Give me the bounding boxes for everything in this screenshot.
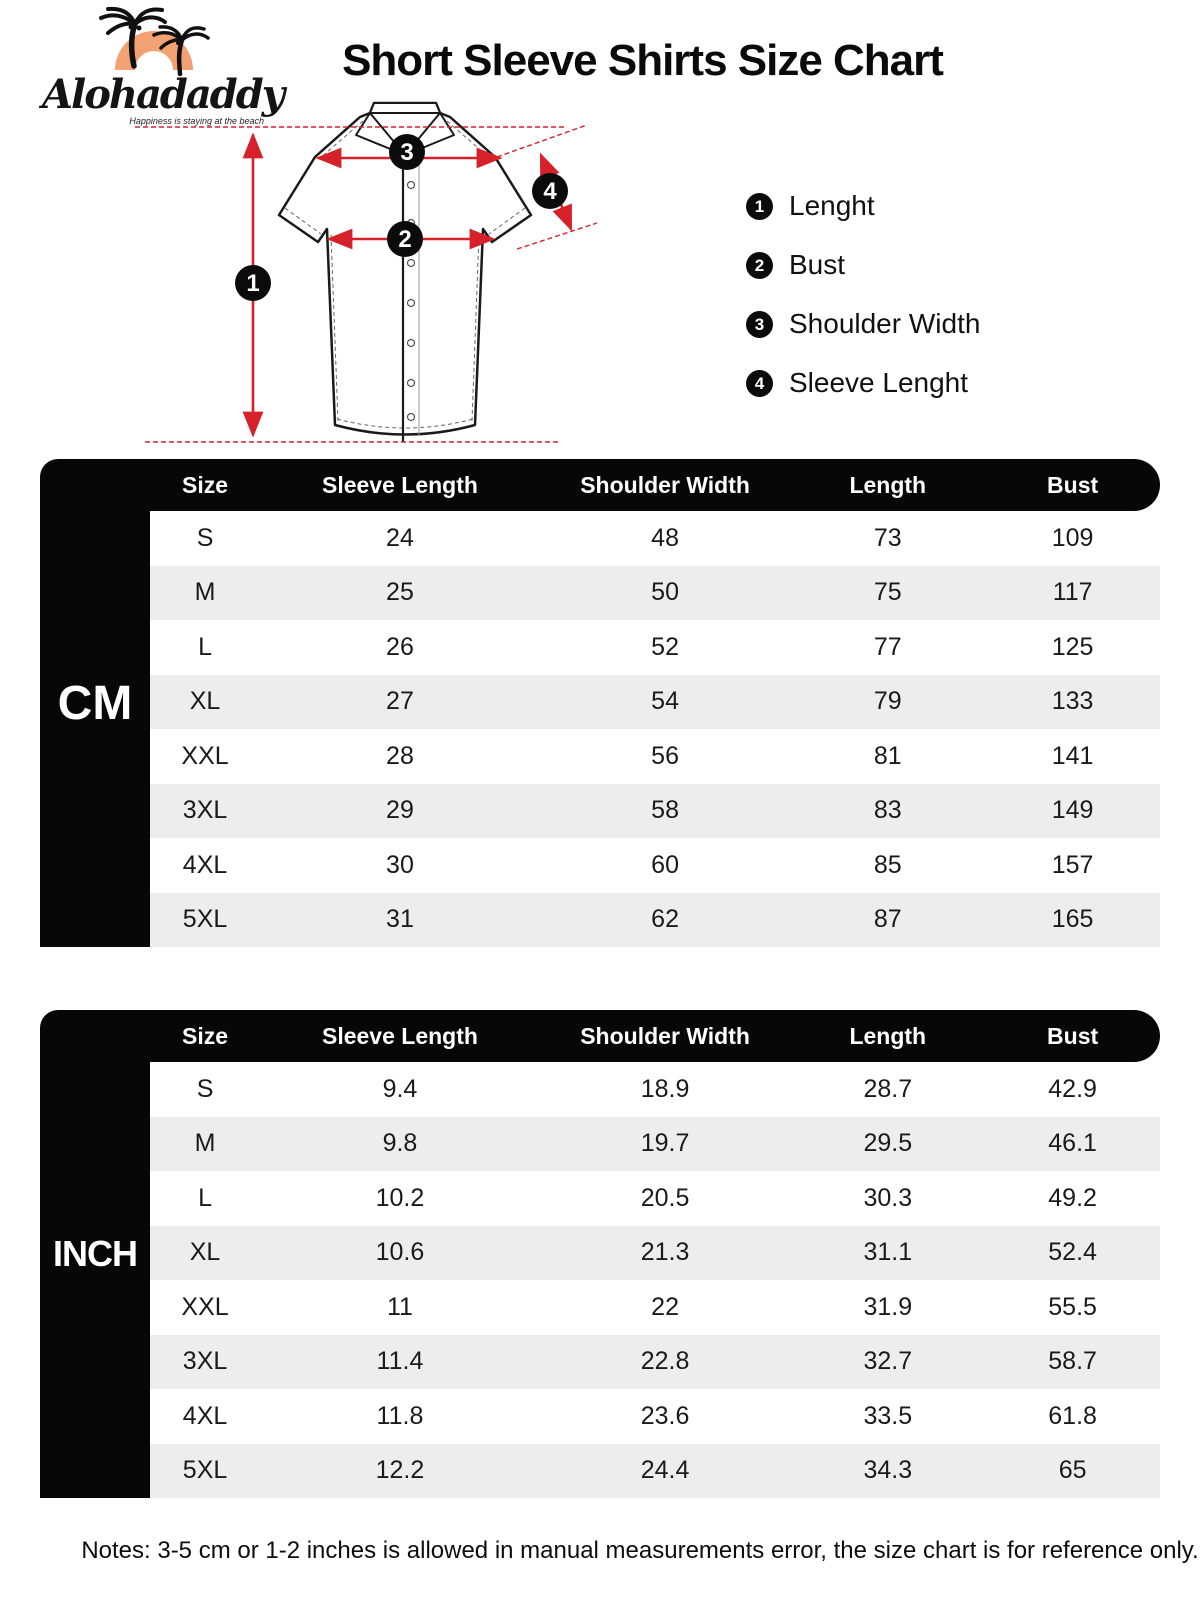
value-cell: 31: [386, 905, 414, 934]
size-cell: 3XL: [182, 1347, 228, 1376]
size-cell: 4XL: [182, 850, 228, 879]
value-cell: 77: [873, 632, 902, 661]
value-cell: 34.3: [863, 1456, 913, 1485]
table-row: [150, 1226, 1160, 1281]
value-cell: 27: [386, 687, 414, 716]
table-row: [150, 675, 1160, 730]
table-header-row: [40, 459, 1160, 511]
badge-2-icon: 2: [746, 252, 773, 279]
table-row: [150, 1062, 1160, 1117]
measurement-legend: [746, 190, 981, 429]
badge-3-icon: 3: [746, 311, 773, 338]
measurement-note: Notes: 3-5 cm or 1-2 inches is allowed in manual measurements error, the size chart is for reference only.: [81, 1537, 1199, 1564]
table-row: [150, 893, 1160, 948]
column-header: Bust: [1047, 471, 1099, 498]
value-cell: 10.6: [375, 1238, 425, 1267]
size-cell: 4XL: [182, 1401, 228, 1430]
svg-text:3: 3: [400, 139, 414, 166]
column-header: Bust: [1047, 1022, 1099, 1049]
value-cell: 52.4: [1048, 1238, 1097, 1267]
size-cell: M: [194, 1129, 216, 1158]
value-cell: 24: [386, 523, 414, 552]
size-cell: 5XL: [182, 1456, 228, 1485]
value-cell: 30.3: [863, 1183, 913, 1212]
column-header: Size: [182, 471, 229, 498]
size-table-inch: [40, 1010, 1160, 1498]
badge-4-icon: 4: [746, 370, 773, 397]
value-cell: 9.4: [382, 1074, 418, 1103]
value-cell: 10.2: [375, 1183, 425, 1212]
column-header: Shoulder Width: [580, 1022, 750, 1049]
size-cell: S: [196, 523, 214, 552]
value-cell: 85: [873, 850, 902, 879]
value-cell: 11.8: [376, 1401, 424, 1430]
value-cell: 49.2: [1048, 1183, 1097, 1212]
column-header: Sleeve Length: [321, 1022, 478, 1049]
legend-item-length: 1 Lenght: [746, 193, 980, 219]
svg-text:2: 2: [398, 226, 412, 253]
value-cell: 22: [651, 1292, 679, 1321]
value-cell: 50: [651, 578, 679, 607]
brand-name: Alohadaddy: [42, 71, 283, 118]
value-cell: 157: [1051, 850, 1094, 879]
size-cell: S: [196, 1074, 214, 1103]
column-header: Length: [849, 1022, 927, 1049]
svg-text:1: 1: [246, 270, 260, 297]
value-cell: 165: [1051, 905, 1094, 934]
value-cell: 31.1: [863, 1238, 913, 1267]
size-cell: XXL: [181, 741, 229, 770]
value-cell: 23.6: [640, 1401, 690, 1430]
value-cell: 9.8: [382, 1129, 418, 1158]
table-row: [150, 1444, 1160, 1499]
size-cell: 3XL: [182, 796, 228, 825]
value-cell: 58: [651, 796, 679, 825]
value-cell: 79: [873, 687, 902, 716]
value-cell: 55.5: [1048, 1292, 1097, 1321]
table-body: [150, 1062, 1160, 1498]
page-title: Short Sleeve Shirts Size Chart: [342, 36, 943, 85]
value-cell: 20.5: [640, 1183, 690, 1212]
value-cell: 133: [1051, 687, 1094, 716]
table-header-row: [40, 1010, 1160, 1062]
table-row: [150, 566, 1160, 621]
size-cell: L: [198, 1183, 212, 1212]
value-cell: 28.7: [863, 1074, 913, 1103]
value-cell: 87: [873, 905, 902, 934]
value-cell: 42.9: [1048, 1074, 1097, 1103]
table-row: [150, 838, 1160, 893]
svg-text:4: 4: [543, 178, 557, 205]
legend-item-bust: 2 Bust: [746, 252, 980, 278]
value-cell: 125: [1051, 632, 1094, 661]
value-cell: 29.5: [863, 1129, 913, 1158]
table-row: [150, 511, 1160, 566]
value-cell: 31.9: [863, 1292, 913, 1321]
unit-label-cm: CM: [40, 459, 150, 947]
value-cell: 46.1: [1048, 1129, 1097, 1158]
value-cell: 25: [386, 578, 414, 607]
value-cell: 81: [873, 741, 902, 770]
column-header: Length: [849, 471, 927, 498]
value-cell: 149: [1051, 796, 1094, 825]
value-cell: 83: [873, 796, 902, 825]
size-cell: M: [194, 578, 216, 607]
shirt-measurement-diagram: [120, 95, 620, 455]
size-cell: XL: [189, 1238, 221, 1267]
value-cell: 48: [651, 523, 679, 552]
value-cell: 29: [386, 796, 414, 825]
table-row: [150, 1335, 1160, 1390]
value-cell: 12.2: [375, 1456, 425, 1485]
value-cell: 75: [873, 578, 902, 607]
value-cell: 19.7: [640, 1129, 690, 1158]
value-cell: 11.4: [376, 1347, 424, 1376]
value-cell: 24.4: [640, 1456, 690, 1485]
table-body: [150, 511, 1160, 947]
value-cell: 30: [386, 850, 414, 879]
value-cell: 62: [651, 905, 679, 934]
size-cell: L: [198, 632, 212, 661]
value-cell: 11: [386, 1292, 413, 1321]
brand-tagline: Happiness is staying at the beach: [129, 116, 264, 126]
table-row: [150, 1117, 1160, 1172]
legend-item-shoulder-width: 3 Shoulder Width: [746, 311, 980, 337]
size-cell: XL: [189, 687, 221, 716]
value-cell: 61.8: [1048, 1401, 1097, 1430]
badge-1-icon: 1: [746, 193, 773, 220]
unit-label-inch: INCH: [40, 1010, 150, 1498]
value-cell: 33.5: [863, 1401, 913, 1430]
column-header: Shoulder Width: [580, 471, 750, 498]
value-cell: 52: [651, 632, 679, 661]
value-cell: 58.7: [1048, 1347, 1097, 1376]
value-cell: 32.7: [863, 1347, 913, 1376]
value-cell: 54: [651, 687, 679, 716]
legend-item-sleeve-length: 4 Sleeve Lenght: [746, 370, 980, 396]
table-row: [150, 784, 1160, 839]
table-row: [150, 729, 1160, 784]
column-header: Size: [182, 1022, 229, 1049]
value-cell: 73: [873, 523, 902, 552]
column-header: Sleeve Length: [321, 471, 478, 498]
size-cell: 5XL: [182, 905, 228, 934]
size-table-cm: [40, 459, 1160, 947]
value-cell: 117: [1052, 578, 1093, 607]
table-row: [150, 1171, 1160, 1226]
value-cell: 18.9: [640, 1074, 690, 1103]
table-row: [150, 1389, 1160, 1444]
size-cell: XXL: [181, 1292, 229, 1321]
value-cell: 141: [1051, 741, 1094, 770]
value-cell: 60: [651, 850, 679, 879]
value-cell: 21.3: [640, 1238, 690, 1267]
value-cell: 65: [1058, 1456, 1087, 1485]
value-cell: 22.8: [640, 1347, 690, 1376]
value-cell: 28: [386, 741, 414, 770]
table-row: [150, 1280, 1160, 1335]
value-cell: 26: [386, 632, 414, 661]
value-cell: 109: [1051, 523, 1094, 552]
value-cell: 56: [651, 741, 679, 770]
table-row: [150, 620, 1160, 675]
